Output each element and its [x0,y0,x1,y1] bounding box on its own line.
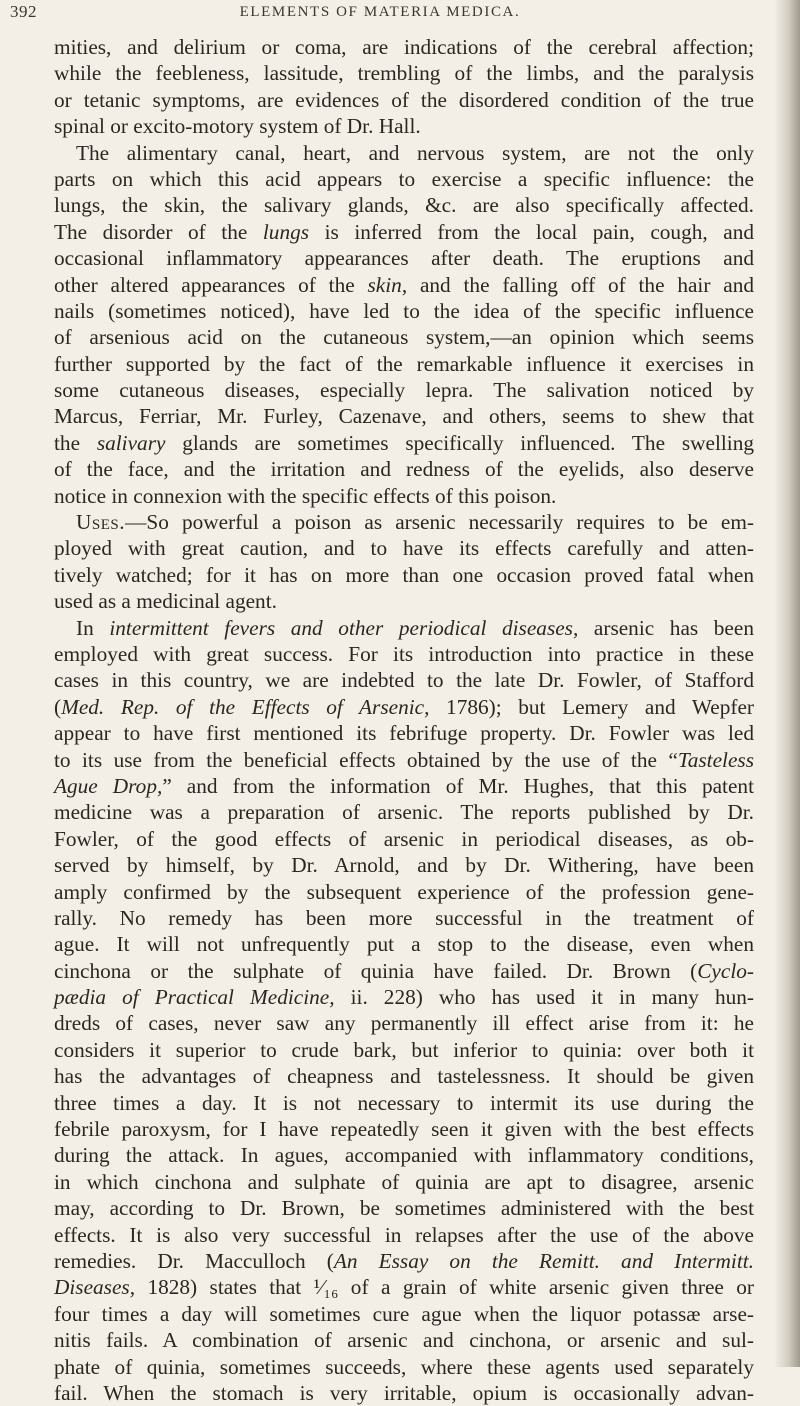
text-run: ” and from the information of Mr. Hughes, that this patent [162,773,754,798]
text-line [54,1222,754,1248]
text-run: other altered appearances of the [54,272,368,297]
text-line [54,403,754,429]
text-run: parts on which this acid appears to exercise a specific influence: the [54,166,754,191]
text-run: amply confirmed by the subsequent experience of the profession gene- [54,879,754,904]
text-line [54,694,754,720]
italic-text: Med. Rep. of the Effects of Arsenic, [61,694,430,719]
italic-text: An Essay on the Remitt. and Intermitt. [333,1248,754,1273]
text-line [54,1090,754,1116]
text-line [54,456,754,482]
text-line [54,984,754,1010]
text-line [54,931,754,957]
text-run: is inferred from the local pain, cough, and [309,219,755,244]
body-text [54,34,754,1406]
text-line [54,1195,754,1221]
text-line [54,219,754,245]
text-run: in which cinchona and sulphate of quinia are apt to disagree, arsenic [54,1169,754,1194]
text-run: The alimentary canal, heart, and nervous system, are not the only [76,140,754,165]
text-line [54,377,754,403]
text-run: during the attack. In agues, accompanied with inflammatory conditions, [54,1143,754,1168]
text-line [54,535,754,561]
text-run: mities, and delirium or coma, are indications of the cerebral affection; [54,35,754,59]
text-run: —So powerful a poison as arsenic necessarily requires to be em- [125,510,754,535]
text-run: nails (sometimes noticed), have led to the idea of the specific influence [54,298,754,323]
italic-text: skin [367,272,402,297]
page-edge-shadow [774,0,800,1367]
text-run: appear to have first mentioned its febrifuge property. Dr. Fowler was led [54,721,754,746]
text-run: of arsenious acid on the cutaneous system,—an opinion which seems [54,325,754,350]
italic-text: salivary [96,430,166,455]
text-run: fail. When the stomach is very irritable, opium is occasionally advan- [54,1380,754,1405]
text-run: remedies. Dr. Macculloch ( [54,1248,334,1273]
running-head: ELEMENTS OF MATERIA MEDICA. [239,4,521,20]
text-run: ( [54,694,62,719]
text-run: ii. 228) who has used it in many hun- [334,985,754,1010]
italic-text: Cyclo- [697,958,754,983]
text-line [54,245,754,271]
text-run: tively watched; for it has on more than one occasion proved fatal when [54,562,754,587]
text-line [54,1063,754,1089]
text-run: further supported by the fact of the remarkable influence it exercises in [54,351,754,376]
text-line [54,166,754,192]
text-line [54,1274,754,1300]
text-line [54,1116,754,1142]
text-run: cinchona or the sulphate of quinia have failed. Dr. Brown ( [54,958,698,983]
text-run: 1786); but Lemery and Wepfer [429,694,754,719]
text-run: considers it superior to crude bark, but inferior to quinia: over both it [54,1037,754,1062]
italic-text: intermittent fevers and other periodical diseases, [109,615,579,640]
italic-text: Tasteless [677,747,754,772]
text-line [54,351,754,377]
text-run: The disorder of the [54,219,263,244]
text-run: rally. No remedy has been more successful in the treatment of [54,905,754,930]
text-line [54,509,754,535]
text-run: phate of quinia, sometimes succeeds, where these agents used separately [54,1354,754,1379]
text-line [54,773,754,799]
text-run: glands are sometimes specifically influenced. The swelling [165,430,755,455]
text-line [54,272,754,298]
text-line [54,1037,754,1063]
text-line [54,799,754,825]
text-line [54,641,754,667]
text-run: nitis fails. A combination of arsenic and cinchona, or arsenic and sul- [54,1328,754,1353]
text-line [54,1327,754,1353]
text-line [54,720,754,746]
text-run: used as a medicinal agent. [54,589,277,614]
text-line [54,87,754,113]
italic-text: lungs [262,219,310,244]
text-line [54,615,754,641]
text-run: or tetanic symptoms, are evidences of the disordered condition of the true [54,87,754,112]
text-line [54,826,754,852]
italic-text: Diseases, [54,1275,136,1300]
text-run: dreds of cases, never saw any permanently ill effect arise from it: he [54,1011,754,1036]
page-header [10,2,750,26]
text-line [54,140,754,166]
italic-text: Ague Drop, [54,773,163,798]
text-line [54,562,754,588]
text-run: Marcus, Ferriar, Mr. Furley, Cazenave, and others, seems to shew that [54,404,754,429]
text-run: In [76,615,110,640]
text-run: , and the falling off of the hair and [401,272,754,297]
text-line [54,1010,754,1036]
text-line [54,430,754,456]
text-line [54,1142,754,1168]
text-run: febrile paroxysm, for I have repeatedly seen it given with the best effects [54,1117,754,1142]
text-run: the [54,430,97,455]
text-line [54,588,754,614]
text-line [54,192,754,218]
text-line [54,747,754,773]
text-line [54,1248,754,1274]
text-run: arsenic has been [578,615,754,640]
text-line [54,60,754,86]
text-run: some cutaneous diseases, especially lepra. The salivation noticed by [54,378,754,403]
text-run: 1828) states that ¹⁄₁₆ of a grain of white arsenic given three or [135,1275,754,1300]
text-run: of the face, and the irritation and redness of the eyelids, also deserve [54,457,754,482]
text-run: medicine was a preparation of arsenic. The reports published by Dr. [54,800,754,825]
text-run: notice in connexion with the specific effects of this poison. [54,483,557,508]
text-line [54,667,754,693]
text-line [54,34,754,60]
text-run: to its use from the beneficial effects obtained by the use of the “ [54,747,678,772]
text-run: effects. It is also very successful in relapses after the use of the above [54,1222,754,1247]
text-line [54,879,754,905]
text-line [54,298,754,324]
text-run: Fowler, of the good effects of arsenic in periodical diseases, as ob- [54,826,754,851]
text-line [54,905,754,931]
text-line [54,113,754,139]
text-run: may, according to Dr. Brown, be sometimes administered with the best [54,1196,754,1221]
text-line [54,324,754,350]
text-line [54,1301,754,1327]
text-run: has the advantages of cheapness and tastelessness. It should be given [54,1064,754,1089]
text-run: employed with great success. For its introduction into practice in these [54,641,754,666]
text-run: occasional inflammatory appearances after death. The eruptions and [54,246,754,271]
text-line [54,483,754,509]
text-run: spinal or excito-motory system of Dr. Hall. [54,114,421,139]
text-run: three times a day. It is not necessary to intermit its use during the [54,1090,754,1115]
text-run: ployed with great caution, and to have its effects carefully and atten- [54,536,754,561]
text-line [54,1169,754,1195]
text-run: ague. It will not unfrequently put a stop to the disease, even when [54,932,754,957]
text-line [54,1380,754,1406]
section-label: Uses. [76,510,126,535]
text-line [54,958,754,984]
text-run: cases in this country, we are indebted to the late Dr. Fowler, of Stafford [54,668,754,693]
text-run: four times a day will sometimes cure ague when the liquor potassæ arse- [54,1301,754,1326]
text-run: served by himself, by Dr. Arnold, and by Dr. Withering, have been [54,853,754,878]
page-number: 392 [10,2,37,21]
text-run: lungs, the skin, the salivary glands, &c. are also specifically affected. [54,193,754,218]
italic-text: pædia of Practical Medicine, [54,985,335,1010]
text-line [54,852,754,878]
text-run: while the feebleness, lassitude, trembling of the limbs, and the paralysis [54,61,754,86]
